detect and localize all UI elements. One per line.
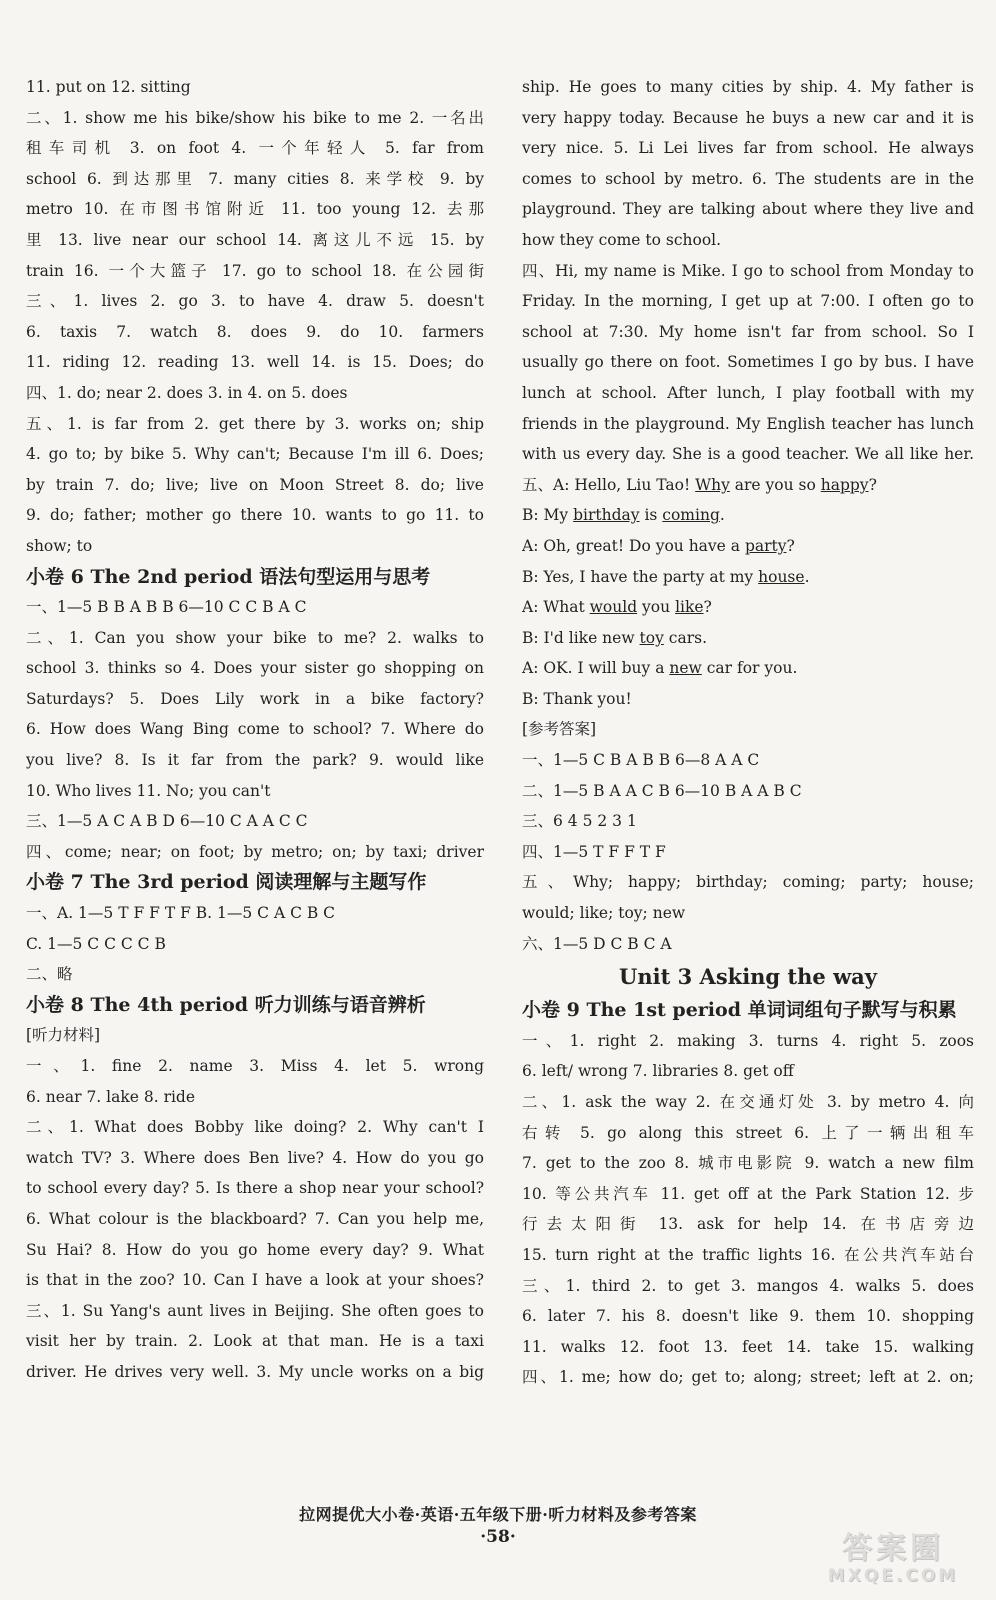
right-column — [522, 72, 974, 1393]
answer-line: by train 7. do; live; live on Moon Street 8. do; live — [26, 475, 484, 494]
answer-line: 4. go to; by bike 5. Why can't; Because I'm ill 6. Does; — [26, 445, 484, 464]
dialogue-text: A: What — [522, 598, 590, 617]
answer-line: 一、1. right 2. making 3. turns 4. right 5. zoos — [522, 1031, 974, 1050]
answer-line: 二、1. Can you show your bike to me? 2. walks to — [26, 628, 484, 647]
answer-line: 9. do; father; mother go there 10. wants to go 11. to — [26, 506, 484, 525]
answer-line: school 3. thinks so 4. Does your sister go shopping on — [26, 659, 484, 678]
answer-line: ship. He goes to many cities by ship. 4. My father is — [522, 78, 974, 96]
left-column — [26, 72, 484, 1388]
answer-line: 二、1—5 B A A C B 6—10 B A A B C — [522, 781, 802, 800]
answer-line: [听力材料] — [26, 1026, 101, 1045]
answer-line: 租车司机 3. on foot 4. 一个年轻人 5. far from — [26, 139, 484, 158]
unit-title: Unit 3 Asking the way — [619, 964, 877, 990]
answer-line: 一、1—5 C B A B B 6—8 A A C — [522, 751, 760, 770]
answer-line: 10. Who lives 11. No; you can't — [26, 781, 271, 800]
dialogue-text: B: Yes, I have the party at my — [522, 567, 759, 586]
dialogue-text: A: Oh, great! Do you have a — [522, 536, 745, 555]
underlined-answer: Why — [695, 475, 730, 494]
dialogue-text: . — [804, 567, 810, 586]
dialogue-line — [522, 562, 974, 593]
dialogue-text: ? — [703, 598, 712, 617]
underlined-answer: would — [589, 598, 638, 617]
underlined-answer: toy — [639, 628, 664, 647]
answer-line: 6. near 7. lake 8. ride — [26, 1087, 196, 1106]
dialogue-text: ? — [868, 475, 877, 494]
page-number: ·58· — [480, 1527, 516, 1547]
answer-line: driver. He drives very well. 3. My uncle works on a big — [26, 1362, 484, 1381]
footer-title: 拉网提优大小卷·英语·五年级下册·听力材料及参考答案 — [299, 1505, 697, 1524]
answer-line: you live? 8. Is it far from the park? 9. would like — [26, 751, 484, 770]
dialogue-text: you — [637, 598, 676, 617]
dialogue-text: A: OK. I will buy a — [522, 659, 670, 678]
answer-line: C. 1—5 C C C C B — [26, 934, 166, 953]
answer-line: 四、Hi, my name is Mike. I go to school from Monday to — [522, 261, 974, 280]
answer-line: 6. left/ wrong 7. libraries 8. get off — [522, 1062, 794, 1081]
underlined-answer: coming — [662, 506, 720, 525]
answer-line: 15. turn right at the traffic lights 16. 在公共汽车站台 — [522, 1245, 974, 1264]
answer-line: Friday. In the morning, I get up at 7:00. I often go to — [522, 292, 974, 311]
answer-line: would; like; toy; new — [522, 904, 686, 923]
answer-line: Su Hai? 8. How do you go home every day? 9. What — [26, 1240, 484, 1259]
answer-line: watch TV? 3. Where does Ben live? 4. How do you go — [26, 1148, 484, 1167]
dialogue-line — [522, 500, 974, 531]
answer-line: show; to — [26, 536, 93, 555]
underlined-answer: new — [669, 659, 702, 678]
dialogue-text: B: My — [522, 506, 574, 525]
answer-line: 三、1. lives 2. go 3. to have 4. draw 5. doesn't — [26, 292, 484, 311]
answer-line: [参考答案] — [522, 720, 597, 739]
answer-line: metro 10. 在市图书馆附近 11. too young 12. 去那 — [26, 200, 484, 219]
dialogue-line — [522, 592, 974, 623]
answer-line: school at 7:30. My home isn't far from school. So I — [522, 322, 974, 341]
answer-line: lunch at school. After lunch, I play football with my — [522, 383, 974, 402]
answer-line: 三、1. third 2. to get 3. mangos 4. walks 5. does — [522, 1276, 974, 1295]
answer-line: 四、1. do; near 2. does 3. in 4. on 5. does — [26, 383, 348, 402]
section-heading: 小卷 8 The 4th period 听力训练与语音辨析 — [26, 993, 426, 1016]
answer-line: train 16. 一个大篮子 17. go to school 18. 在公园街 — [26, 261, 484, 280]
answer-line: very happy today. Because he buys a new car and it is — [522, 108, 974, 127]
answer-line: 五、1. is far from 2. get there by 3. works on; ship — [26, 414, 484, 433]
answer-line: 6. What colour is the blackboard? 7. Can you help me, — [26, 1209, 484, 1228]
section-heading: 小卷 6 The 2nd period 语法句型运用与思考 — [26, 565, 431, 588]
answer-line: 六、1—5 D C B C A — [522, 934, 672, 953]
dialogue-line — [522, 470, 974, 501]
answer-line: playground. They are talking about where they live and — [522, 200, 974, 219]
dialogue-text: are you so — [729, 475, 821, 494]
answer-line: 6. later 7. his 8. doesn't like 9. them 10. shopping — [522, 1307, 974, 1326]
answer-line: very nice. 5. Li Lei lives far from school. He always — [522, 139, 974, 158]
watermark-top: 答案圈 — [842, 1531, 944, 1566]
dialogue-text: cars. — [663, 628, 707, 647]
answer-line: 三、6 4 5 2 3 1 — [522, 812, 637, 831]
answer-line: 四、1. me; how do; get to; along; street; left at 2. on; — [522, 1368, 974, 1387]
answer-line: 四、1—5 T F F T F — [522, 842, 666, 861]
dialogue-text: car for you. — [701, 659, 798, 678]
dialogue-text: 五、A: Hello, Liu Tao! — [522, 475, 696, 494]
answer-line: 四、come; near; on foot; by metro; on; by taxi; driver — [26, 842, 484, 861]
answer-line: 11. riding 12. reading 13. well 14. is 15. Does; do — [26, 353, 484, 372]
answer-line: usually go there on foot. Sometimes I go by bus. I have — [522, 353, 974, 372]
dialogue-line — [522, 684, 974, 715]
dialogue-text: B: Thank you! — [522, 689, 632, 708]
answer-line: 二、略 — [26, 965, 73, 984]
answer-line: 6. How does Wang Bing come to school? 7. Where do — [26, 720, 484, 739]
dialogue-line — [522, 531, 974, 562]
answer-line: with us every day. She is a good teacher. We all like her. — [522, 445, 974, 464]
section-heading: 小卷 7 The 3rd period 阅读理解与主题写作 — [26, 871, 427, 894]
underlined-answer: like — [675, 598, 704, 617]
underlined-answer: happy — [820, 475, 869, 494]
underlined-answer: house — [758, 567, 805, 586]
section-heading: 小卷 9 The 1st period 单词词组句子默写与积累 — [522, 999, 957, 1022]
underlined-answer: birthday — [573, 506, 640, 525]
answer-line: 7. get to the zoo 8. 城市电影院 9. watch a new film — [522, 1154, 974, 1173]
answer-line: 二、1. What does Bobby like doing? 2. Why can't I — [26, 1118, 484, 1137]
dialogue-text: is — [639, 506, 663, 525]
answer-line: Saturdays? 5. Does Lily work in a bike factory? — [26, 689, 484, 708]
dialogue-text: . — [719, 506, 725, 525]
answer-line: 二、1. ask the way 2. 在交通灯处 3. by metro 4. 向 — [522, 1093, 974, 1111]
answer-line: 一、A. 1—5 T F F T F B. 1—5 C A C B C — [26, 904, 336, 923]
answer-line: how they come to school. — [522, 230, 722, 249]
answer-line: friends in the playground. My English teacher has lunch — [522, 414, 974, 433]
answer-line: 一、1—5 B B A B B 6—10 C C B A C — [26, 598, 307, 617]
answer-line: to school every day? 5. Is there a shop near your school? — [26, 1179, 484, 1198]
answer-line: 行去太阳街 13. ask for help 14. 在书店旁边 — [522, 1215, 974, 1234]
answer-line: 三、1. Su Yang's aunt lives in Beijing. She often goes to — [26, 1301, 484, 1320]
answer-line: comes to school by metro. 6. The students are in the — [522, 169, 974, 188]
dialogue-text: ? — [786, 536, 795, 555]
answer-line: 11. put on 12. sitting — [26, 78, 191, 96]
underlined-answer: party — [744, 536, 787, 555]
dialogue-line — [522, 623, 974, 654]
answer-line: school 6. 到达那里 7. many cities 8. 来学校 9. by — [26, 169, 484, 188]
answer-line: 10. 等公共汽车 11. get off at the Park Station 12. 步 — [522, 1184, 974, 1203]
dialogue-text: B: I'd like new — [522, 628, 640, 647]
answer-line: 三、1—5 A C A B D 6—10 C A A C C — [26, 812, 308, 831]
dialogue-line — [522, 653, 974, 684]
answer-line: 11. walks 12. foot 13. feet 14. take 15. walking — [522, 1337, 974, 1356]
answer-line: is that in the zoo? 10. Can I have a look at your shoes? — [26, 1271, 484, 1290]
answer-line: visit her by train. 2. Look at that man. He is a taxi — [26, 1332, 484, 1351]
answer-line: 一、1. fine 2. name 3. Miss 4. let 5. wrong — [26, 1057, 484, 1075]
watermark-bottom: MXQE.COM — [827, 1566, 959, 1586]
answer-line: 6. taxis 7. watch 8. does 9. do 10. farmers — [26, 322, 484, 341]
answer-line: 里 13. live near our school 14. 离这儿不远 15. by — [26, 230, 484, 249]
answer-line: 右转 5. go along this street 6. 上了一辆出租车 — [522, 1123, 974, 1142]
answer-line: 五、Why; happy; birthday; coming; party; house; — [522, 873, 974, 892]
answer-line: 二、1. show me his bike/show his bike to me 2. 一名出 — [26, 108, 484, 127]
